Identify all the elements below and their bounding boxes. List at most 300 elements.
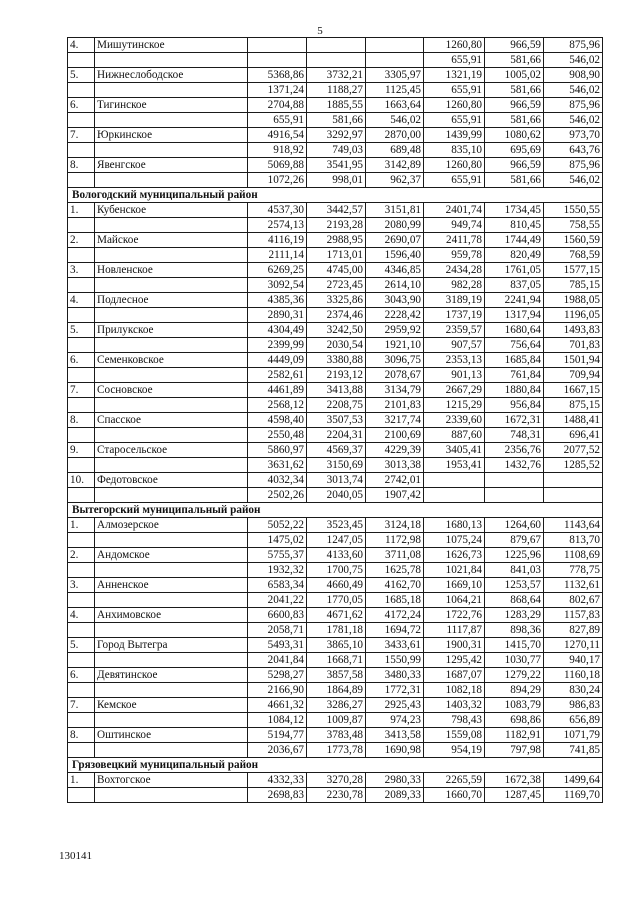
table-row [68,773,603,788]
value-cell: 2041,22 [248,593,307,608]
value-cell: 1132,61 [544,578,603,593]
value-cell: 3096,75 [366,353,424,368]
table-row [68,698,603,713]
value-cell: 2080,99 [366,218,424,233]
table-row-continuation [68,398,603,413]
row-number [68,428,95,443]
value-cell: 879,67 [485,533,544,548]
settlement-name: Новленское [95,263,248,278]
settlement-name [95,368,248,383]
value-cell: 1083,79 [485,698,544,713]
settlement-name [95,683,248,698]
value-cell: 1215,29 [424,398,485,413]
value-cell: 581,66 [485,113,544,128]
table-row [68,728,603,743]
table-row [68,263,603,278]
value-cell: 973,70 [544,128,603,143]
value-cell: 3413,58 [366,728,424,743]
value-cell: 1225,96 [485,548,544,563]
value-cell: 2502,26 [248,488,307,503]
settlement-name: Майское [95,233,248,248]
value-cell: 1596,40 [366,248,424,263]
table-row [68,233,603,248]
value-cell: 655,91 [424,173,485,188]
row-number: 4. [68,608,95,623]
row-number [68,83,95,98]
settlement-name [95,713,248,728]
settlement-name [95,398,248,413]
value-cell: 940,17 [544,653,603,668]
value-cell: 1625,78 [366,563,424,578]
value-cell [424,473,485,488]
value-cell: 1072,26 [248,173,307,188]
value-cell: 3523,45 [307,518,366,533]
table-row-continuation [68,278,603,293]
value-cell: 3380,88 [307,353,366,368]
value-cell: 4745,00 [307,263,366,278]
value-cell: 3732,21 [307,68,366,83]
value-cell: 5755,37 [248,548,307,563]
value-cell: 954,19 [424,743,485,758]
section-title: Вологодский муниципальный район [68,188,603,203]
table-row [68,353,603,368]
value-cell [307,38,366,53]
settlement-name [95,143,248,158]
value-cell: 546,02 [544,53,603,68]
value-cell: 1501,94 [544,353,603,368]
settlement-name [95,593,248,608]
value-cell: 3442,57 [307,203,366,218]
value-cell: 655,91 [424,53,485,68]
value-cell: 1080,62 [485,128,544,143]
settlement-name: Старосельское [95,443,248,458]
settlement-name [95,113,248,128]
value-cell: 835,10 [424,143,485,158]
row-number: 1. [68,773,95,788]
value-cell: 1283,29 [485,608,544,623]
value-cell: 3413,88 [307,383,366,398]
value-cell: 974,23 [366,713,424,728]
row-number [68,308,95,323]
value-cell: 709,94 [544,368,603,383]
row-number: 5. [68,68,95,83]
row-number: 4. [68,293,95,308]
value-cell: 898,36 [485,623,544,638]
settlement-name: Тигинское [95,98,248,113]
table-row-continuation [68,713,603,728]
value-cell: 998,01 [307,173,366,188]
settlement-name: Нижнеслободское [95,68,248,83]
table-row-continuation [68,368,603,383]
value-cell: 868,64 [485,593,544,608]
row-number [68,563,95,578]
row-number: 6. [68,353,95,368]
row-number [68,743,95,758]
value-cell: 966,59 [485,158,544,173]
value-cell: 655,91 [424,83,485,98]
value-cell: 1182,91 [485,728,544,743]
value-cell: 3189,19 [424,293,485,308]
value-cell: 2208,75 [307,398,366,413]
value-cell: 4229,39 [366,443,424,458]
value-cell: 3857,58 [307,668,366,683]
table-row-continuation [68,743,603,758]
settlement-name: Мишутинское [95,38,248,53]
row-number: 3. [68,578,95,593]
value-cell: 748,31 [485,428,544,443]
value-cell: 1907,42 [366,488,424,503]
value-cell: 581,66 [307,113,366,128]
row-number: 6. [68,98,95,113]
table-row [68,128,603,143]
value-cell: 546,02 [366,113,424,128]
table-row-continuation [68,428,603,443]
settlement-name: Алмозерское [95,518,248,533]
value-cell: 1680,64 [485,323,544,338]
value-cell: 655,91 [248,113,307,128]
value-cell: 1667,15 [544,383,603,398]
value-cell: 5052,22 [248,518,307,533]
row-number: 5. [68,323,95,338]
value-cell: 4661,32 [248,698,307,713]
value-cell: 2411,78 [424,233,485,248]
table-row-continuation [68,53,603,68]
row-number [68,788,95,803]
settlement-name: Андомское [95,548,248,563]
value-cell: 1108,69 [544,548,603,563]
value-cell: 2550,48 [248,428,307,443]
value-cell: 875,96 [544,98,603,113]
settlement-name [95,743,248,758]
settlement-name [95,248,248,263]
value-cell [307,53,366,68]
settlement-name: Спасское [95,413,248,428]
settlement-name [95,488,248,503]
value-cell: 2265,59 [424,773,485,788]
value-cell: 2228,42 [366,308,424,323]
value-cell: 4916,54 [248,128,307,143]
value-cell [248,53,307,68]
settlement-name: Федотовское [95,473,248,488]
row-number: 4. [68,38,95,53]
value-cell: 959,78 [424,248,485,263]
table-row-continuation [68,83,603,98]
value-cell: 1172,98 [366,533,424,548]
value-cell [366,53,424,68]
value-cell: 810,45 [485,218,544,233]
value-cell: 3433,61 [366,638,424,653]
value-cell: 2078,67 [366,368,424,383]
value-cell: 1493,83 [544,323,603,338]
row-number [68,623,95,638]
value-cell: 1287,45 [485,788,544,803]
value-cell: 1672,31 [485,413,544,428]
value-cell: 1669,10 [424,578,485,593]
table-row-continuation [68,563,603,578]
value-cell: 1761,05 [485,263,544,278]
value-cell: 2077,52 [544,443,603,458]
value-cell: 1021,84 [424,563,485,578]
value-cell: 802,67 [544,593,603,608]
value-cell: 1900,31 [424,638,485,653]
value-cell: 3631,62 [248,458,307,473]
table-row-continuation [68,218,603,233]
settlement-name: Анненское [95,578,248,593]
value-cell: 768,59 [544,248,603,263]
table-row-continuation [68,248,603,263]
value-cell: 3711,08 [366,548,424,563]
value-cell: 1488,41 [544,413,603,428]
value-cell: 2058,71 [248,623,307,638]
row-number [68,398,95,413]
value-cell: 546,02 [544,83,603,98]
settlement-name [95,563,248,578]
value-cell: 1668,71 [307,653,366,668]
value-cell: 3305,97 [366,68,424,83]
value-cell: 3092,54 [248,278,307,293]
value-cell: 741,85 [544,743,603,758]
value-cell: 3507,53 [307,413,366,428]
value-cell: 3286,27 [307,698,366,713]
value-cell: 581,66 [485,83,544,98]
value-cell: 1864,89 [307,683,366,698]
value-cell [485,473,544,488]
value-cell: 2353,13 [424,353,485,368]
row-number [68,218,95,233]
value-cell: 5194,77 [248,728,307,743]
value-cell: 2101,83 [366,398,424,413]
value-cell: 655,91 [424,113,485,128]
value-cell: 2690,07 [366,233,424,248]
value-cell: 2704,88 [248,98,307,113]
settlement-name [95,428,248,443]
value-cell: 2988,95 [307,233,366,248]
value-cell: 986,83 [544,698,603,713]
value-cell: 3217,74 [366,413,424,428]
value-cell: 827,89 [544,623,603,638]
value-cell: 3124,18 [366,518,424,533]
value-cell: 689,48 [366,143,424,158]
value-cell: 1071,79 [544,728,603,743]
value-cell: 1030,77 [485,653,544,668]
value-cell: 1321,19 [424,68,485,83]
value-cell: 1550,55 [544,203,603,218]
table-row-continuation [68,533,603,548]
table-row-continuation [68,593,603,608]
value-cell: 4032,34 [248,473,307,488]
row-number [68,248,95,263]
value-cell: 3541,95 [307,158,366,173]
value-cell: 2374,46 [307,308,366,323]
value-cell: 4304,49 [248,323,307,338]
value-cell: 1559,08 [424,728,485,743]
table-row [68,383,603,398]
page-number: 5 [317,25,323,37]
row-number [68,368,95,383]
table-row-continuation [68,338,603,353]
value-cell: 4162,70 [366,578,424,593]
table-row [68,578,603,593]
value-cell: 2241,94 [485,293,544,308]
value-cell: 1626,73 [424,548,485,563]
settlement-name: Город Вытегра [95,638,248,653]
settlement-name: Оштинское [95,728,248,743]
value-cell: 1005,02 [485,68,544,83]
value-cell: 1415,70 [485,638,544,653]
settlement-name [95,458,248,473]
row-number: 7. [68,698,95,713]
value-cell: 3325,86 [307,293,366,308]
table-row-continuation [68,173,603,188]
value-cell: 2890,31 [248,308,307,323]
value-cell: 901,13 [424,368,485,383]
value-cell: 698,86 [485,713,544,728]
value-cell: 1117,87 [424,623,485,638]
table-row-continuation [68,113,603,128]
value-cell: 2667,29 [424,383,485,398]
value-cell: 841,03 [485,563,544,578]
value-cell: 1371,24 [248,83,307,98]
value-cell: 1160,18 [544,668,603,683]
row-number [68,338,95,353]
table-row [68,518,603,533]
value-cell: 1253,57 [485,578,544,593]
value-cell: 2040,05 [307,488,366,503]
table-row-continuation [68,458,603,473]
value-cell: 907,57 [424,338,485,353]
value-cell: 4385,36 [248,293,307,308]
value-cell: 696,41 [544,428,603,443]
value-cell: 778,75 [544,563,603,578]
value-cell: 4133,60 [307,548,366,563]
value-cell: 749,03 [307,143,366,158]
value-cell: 894,29 [485,683,544,698]
table-body [68,38,603,803]
value-cell: 2041,84 [248,653,307,668]
value-cell: 2193,28 [307,218,366,233]
value-cell: 3242,50 [307,323,366,338]
value-cell: 758,55 [544,218,603,233]
value-cell: 1737,19 [424,308,485,323]
value-cell: 4598,40 [248,413,307,428]
value-cell: 1260,80 [424,98,485,113]
value-cell: 875,15 [544,398,603,413]
value-cell: 3013,38 [366,458,424,473]
row-number: 1. [68,518,95,533]
value-cell: 5368,86 [248,68,307,83]
value-cell: 2980,33 [366,773,424,788]
value-cell: 2568,12 [248,398,307,413]
value-cell: 3142,89 [366,158,424,173]
value-cell: 656,89 [544,713,603,728]
value-cell: 2574,13 [248,218,307,233]
value-cell: 908,90 [544,68,603,83]
value-cell: 4537,30 [248,203,307,218]
value-cell: 3270,28 [307,773,366,788]
value-cell: 2036,67 [248,743,307,758]
value-cell [485,488,544,503]
value-cell: 785,15 [544,278,603,293]
value-cell: 1577,15 [544,263,603,278]
value-cell: 2339,60 [424,413,485,428]
value-cell: 2030,54 [307,338,366,353]
row-number: 8. [68,158,95,173]
row-number: 8. [68,413,95,428]
value-cell: 1082,18 [424,683,485,698]
section-header-row [68,188,603,203]
row-number: 3. [68,263,95,278]
row-number: 7. [68,383,95,398]
table-row [68,98,603,113]
settlement-name [95,788,248,803]
value-cell: 918,92 [248,143,307,158]
value-cell: 1560,59 [544,233,603,248]
value-cell: 1075,24 [424,533,485,548]
value-cell: 1064,21 [424,593,485,608]
value-cell: 820,49 [485,248,544,263]
value-cell: 982,28 [424,278,485,293]
table-row-continuation [68,623,603,638]
row-number: 5. [68,638,95,653]
value-cell: 6600,83 [248,608,307,623]
value-cell: 5860,97 [248,443,307,458]
value-cell: 581,66 [485,53,544,68]
row-number [68,488,95,503]
value-cell: 2582,61 [248,368,307,383]
value-cell: 962,37 [366,173,424,188]
value-cell: 875,96 [544,38,603,53]
value-cell: 6269,25 [248,263,307,278]
value-cell: 1260,80 [424,38,485,53]
value-cell: 695,69 [485,143,544,158]
value-cell: 1713,01 [307,248,366,263]
value-cell: 1700,75 [307,563,366,578]
row-number: 9. [68,443,95,458]
table-row-continuation [68,788,603,803]
value-cell: 2723,45 [307,278,366,293]
value-cell: 2359,57 [424,323,485,338]
value-cell: 3134,79 [366,383,424,398]
row-number: 8. [68,728,95,743]
value-cell: 1188,27 [307,83,366,98]
table-row [68,38,603,53]
section-header-row [68,503,603,518]
value-cell: 1660,70 [424,788,485,803]
value-cell: 5493,31 [248,638,307,653]
value-cell: 887,60 [424,428,485,443]
value-cell: 1403,32 [424,698,485,713]
row-number: 2. [68,548,95,563]
settlement-name: Кубенское [95,203,248,218]
value-cell: 3043,90 [366,293,424,308]
value-cell [544,488,603,503]
settlement-name: Семенковское [95,353,248,368]
value-cell: 1663,64 [366,98,424,113]
row-number: 7. [68,128,95,143]
value-cell: 1772,31 [366,683,424,698]
value-cell: 1550,99 [366,653,424,668]
settlement-name [95,53,248,68]
row-number: 2. [68,233,95,248]
row-number [68,713,95,728]
value-cell: 2204,31 [307,428,366,443]
value-cell: 5069,88 [248,158,307,173]
value-cell: 3405,41 [424,443,485,458]
value-cell: 3013,74 [307,473,366,488]
row-number [68,683,95,698]
value-cell: 1247,05 [307,533,366,548]
value-cell: 1921,10 [366,338,424,353]
